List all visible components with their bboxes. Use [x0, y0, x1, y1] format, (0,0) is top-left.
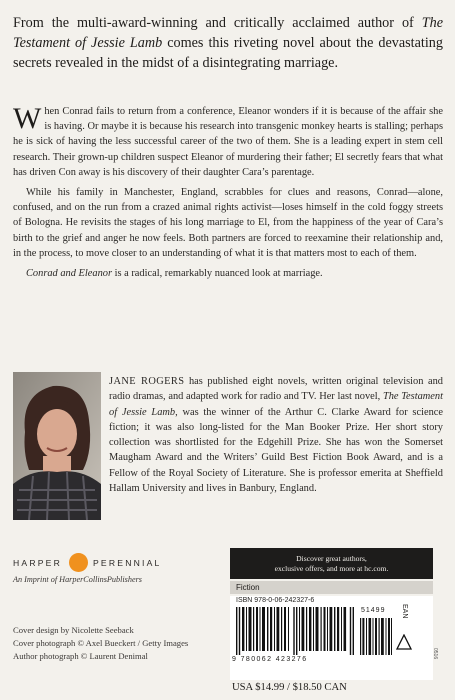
drop-cap: W: [13, 102, 42, 135]
print-code: 0516: [432, 648, 438, 660]
promo-banner: [230, 548, 433, 579]
publisher-logo: [13, 550, 203, 590]
isbn-text: ISBN 978-0-06-242327-6: [236, 597, 315, 604]
promo-line-1: Discover great authors,: [296, 553, 367, 563]
credit-line: Cover photograph © Axel Bueckert / Getty Images: [13, 637, 189, 648]
credit-line: Author photograph © Laurent Denimal: [13, 650, 148, 661]
tagline: [13, 13, 443, 73]
book-synopsis: [13, 104, 443, 281]
author-bio: [109, 374, 443, 496]
tagline-text-end: comes this riveting novel about the devastating secrets revealed in the midst of a disintegrating marriage.: [13, 35, 443, 71]
price-label: USA $14.99 / $18.50 CAN: [232, 682, 347, 693]
author-photo: [13, 372, 101, 520]
ean-label: EAN: [401, 604, 408, 619]
triangle-icon: [396, 634, 412, 650]
imprint-line: An Imprint of HarperCollinsPublishers: [13, 575, 142, 584]
cover-credits: [13, 624, 188, 662]
logo-perennial-text: PERENNIAL: [93, 558, 162, 568]
bio-text-2: , was the winner of the Arthur C. Clarke Award for science fiction; it was also long-listed for the Man Booker Prize. Her short story collection was shortlisted for the Edgehill Prize. She has won the Somerset Maugham Award and the Writers’ Guild Best Fiction Book Award, and is a Fellow of the Royal Society of Literature. She is professor emerita at Sheffield Hallam University and lives in Banbury, England.: [109, 406, 443, 495]
synopsis-paragraph-2: While his family in Manchester, England, scrabbles for clues and reasons, Conrad—alone, confused, and on the run from a crazed animal rights activist—loses himself in the cold foggy streets of Bologna. He revisits the stages of his long marriage to El, from the happiness of the year of Cara’s birth to the grief and anger he now feels. Both partners are forced to reexamine their relationship and, in the process, to move closer to an understanding of what it is that matters most to each of them.: [13, 187, 443, 259]
synopsis-paragraph-3: [13, 266, 443, 281]
logo-harper-text: HARPER: [13, 558, 63, 568]
barcode-icon: [236, 607, 354, 655]
promo-line-2: exclusive offers, and more at hc.com.: [274, 563, 389, 573]
barcode-block: [230, 596, 433, 680]
tagline-book-title: The Testament of Jessie Lamb: [13, 15, 443, 51]
category-label: Fiction: [230, 581, 433, 594]
credit-line: Cover design by Nicolette Seeback: [13, 625, 134, 635]
addon-barcode-icon: [360, 618, 392, 655]
author-name: JANE ROGERS: [109, 376, 185, 387]
tagline-text: From the multi-award-winning and critically acclaimed author of: [13, 15, 422, 31]
price-addon-number: 51499: [361, 607, 386, 614]
bio-text-1: has published eight novels, written original television and radio dramas, and adapted work for radio and TV. Her last novel,: [109, 376, 444, 403]
perennial-circle-icon: [69, 553, 88, 572]
synopsis-book-title: Conrad and Eleanor: [26, 268, 113, 280]
synopsis-text-3: is a radical, remarkably nuanced look at marriage.: [112, 268, 323, 280]
bio-book-title: The Testament of Jessie Lamb: [109, 391, 443, 418]
author-portrait-icon: [13, 372, 101, 520]
synopsis-paragraph-1: [13, 104, 443, 180]
synopsis-text-1: hen Conrad fails to return from a conference, Eleanor wonders if it is because of the affair she is having. Or maybe it is because his research into transgenic monkey hearts is stalling; perhaps he is sick of having the less successful career of the two of them. She is a leading expert in stem cell research. Their grown-up children suspect Eleanor of murdering their father; El secretly fears that what has driven Con away is his discovery of their daughter Cara’s parentage.: [13, 106, 443, 178]
barcode-digits: 9 780062 423276: [232, 656, 308, 663]
